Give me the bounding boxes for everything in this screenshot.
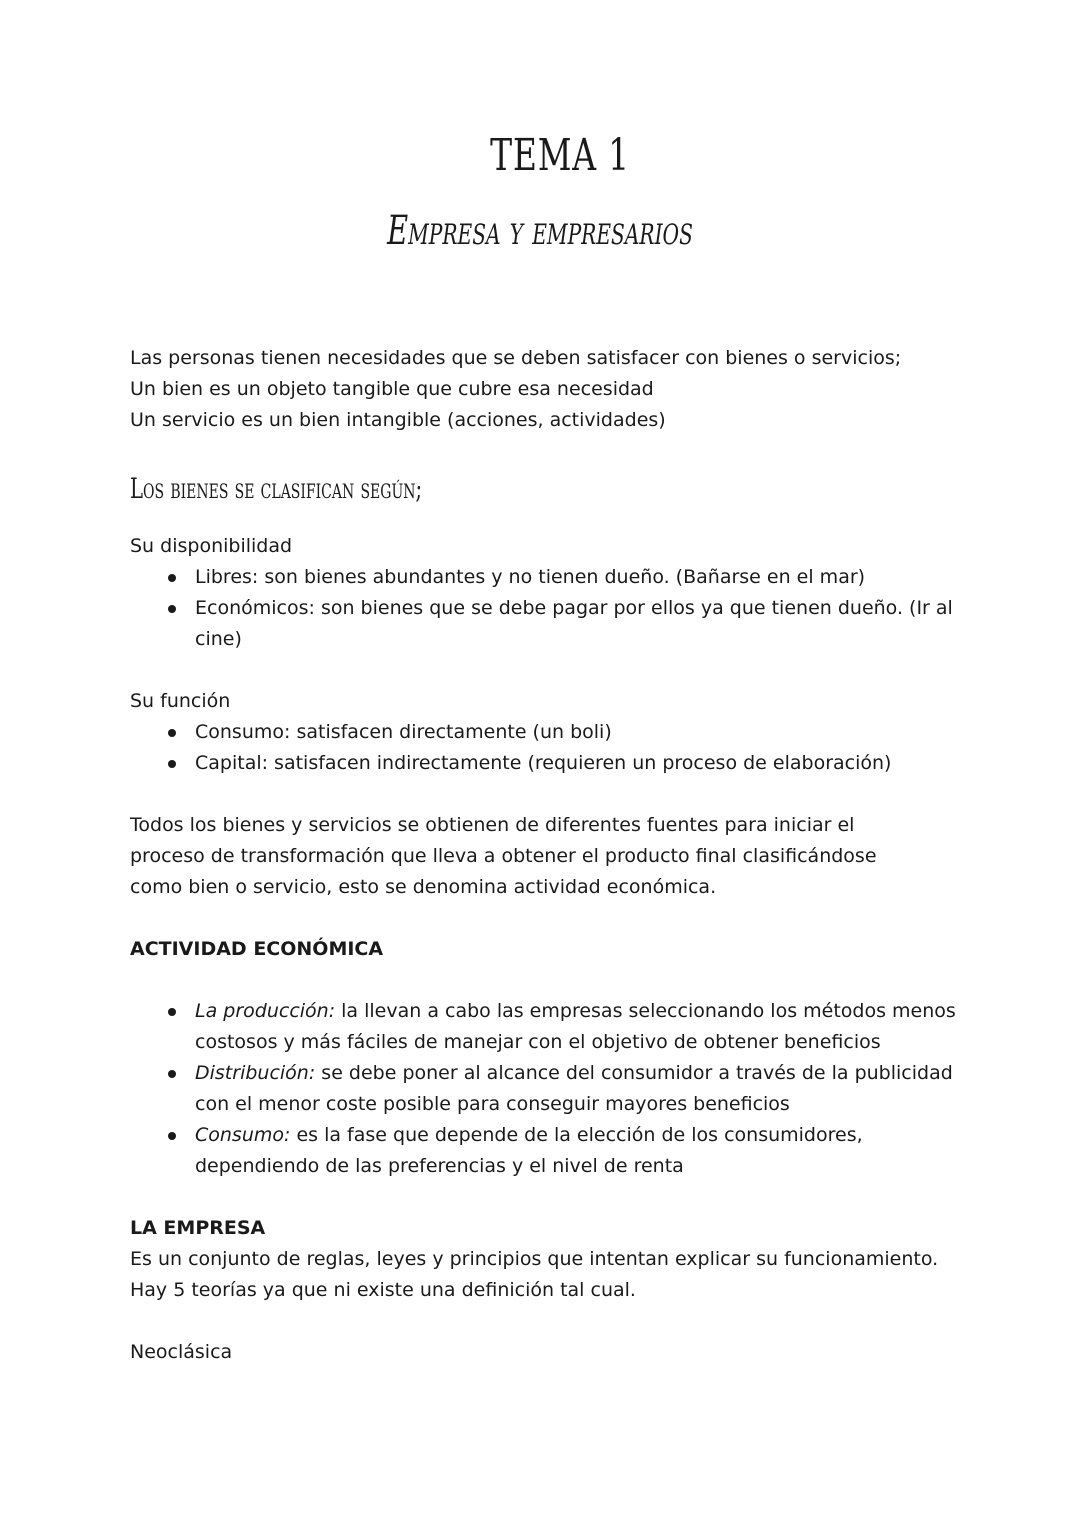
- funcion-list: [130, 717, 960, 779]
- list-item: Libres: son bienes abundantes y no tienen dueño. (Bañarse en el mar): [130, 562, 960, 593]
- intro-line-3: Un servicio es un bien intangible (acciones, actividades): [130, 409, 666, 431]
- fuentes-paragraph: Todos los bienes y servicios se obtienen de diferentes fuentes para iniciar el proceso de transformación que lleva a obtener el producto final clasificándose como bien o servicio, esto se denomina actividad económica.: [130, 814, 877, 898]
- intro-line-1: Las personas tienen necesidades que se deben satisfacer con bienes o servicios;: [130, 347, 902, 369]
- actividad-list: [130, 996, 960, 1182]
- list-item: Capital: satisfacen indirectamente (requieren un proceso de elaboración): [130, 748, 960, 779]
- item-text: se debe poner al alcance del consumidor a través de la publicidad con el menor coste posible para conseguir mayores beneficios: [195, 1062, 953, 1115]
- list-item: Económicos: son bienes que se debe pagar por ellos ya que tienen dueño. (Ir al cine): [130, 593, 960, 655]
- actividad-heading: ACTIVIDAD ECONÓMICA: [130, 938, 384, 960]
- list-item: [130, 996, 960, 1058]
- intro-line-2: Un bien es un objeto tangible que cubre esa necesidad: [130, 378, 654, 400]
- item-term: La producción:: [195, 1000, 336, 1022]
- item-text: la llevan a cabo las empresas seleccionando los métodos menos costosos y más fáciles de manejar con el objetivo de obtener beneficios: [195, 1000, 956, 1053]
- disponibilidad-list: [130, 562, 960, 655]
- item-text: es la fase que depende de la elección de los consumidores, dependiendo de las preferencias y el nivel de renta: [195, 1124, 863, 1177]
- document-body: [130, 343, 960, 1368]
- page-subtitle: Empresa y empresarios: [387, 208, 693, 254]
- empresa-line-2: Hay 5 teorías ya que ni existe una definición tal cual.: [130, 1279, 636, 1301]
- list-item: Consumo: satisfacen directamente (un boli): [130, 717, 960, 748]
- list-item: [130, 1120, 960, 1182]
- list-item: [130, 1058, 960, 1120]
- neoclasica-label: Neoclásica: [130, 1341, 233, 1363]
- item-term: Consumo:: [195, 1124, 291, 1146]
- disponibilidad-label: Su disponibilidad: [130, 535, 293, 557]
- empresa-line-1: Es un conjunto de reglas, leyes y principios que intentan explicar su funcionamiento.: [130, 1248, 939, 1270]
- item-term: Distribución:: [195, 1062, 316, 1084]
- page-title: TEMA 1: [490, 130, 630, 181]
- empresa-heading: LA EMPRESA: [130, 1217, 266, 1239]
- bienes-heading: Los bienes se clasifican según;: [130, 472, 423, 505]
- funcion-label: Su función: [130, 690, 231, 712]
